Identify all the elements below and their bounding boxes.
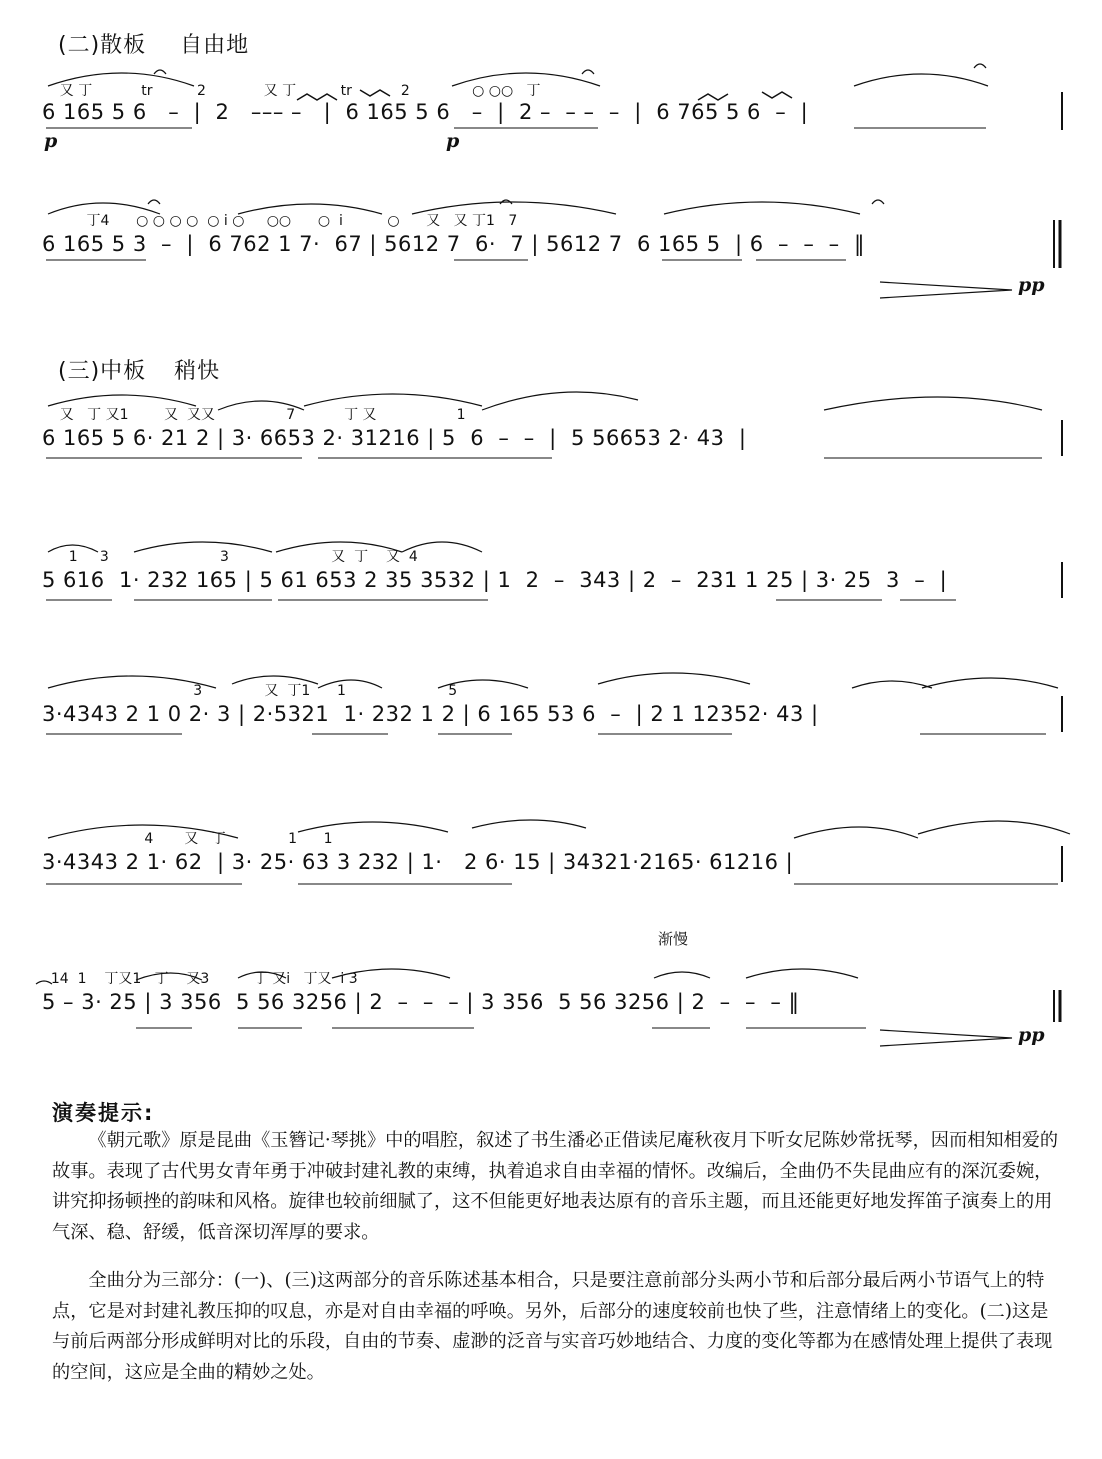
section-2-label: (二)散板	[58, 33, 147, 58]
tempo-change-label: 渐慢	[658, 930, 689, 948]
section-2-title	[58, 28, 249, 59]
dynamic-mark: p	[44, 130, 58, 152]
notation-line: 3·4343 2 1· 62 | 3· 25· 63 3 232 | 1· 2 6· 15 | 34321·2165· 61216 |	[42, 850, 794, 874]
ornament-marks: 14 1 丁又1 丁 又3 丁 又i 丁又 i 3	[42, 971, 358, 987]
score-system-2-1	[42, 60, 1072, 170]
score-system-3-1	[42, 386, 1072, 496]
score-system-3-2	[42, 528, 1072, 638]
dynamic-mark: pp	[1018, 274, 1045, 296]
ornament-marks: 又 丁 又1 又 又又 7 丁 又 1	[42, 407, 466, 423]
score-system-3-3	[42, 654, 1072, 764]
notation-line: 6 165 5 3 – | 6 762 1 7· 67 | 5612 7 6· 7 | 5612 7 6 165 5 | 6 – – – ‖	[42, 232, 866, 256]
section-3-title	[58, 354, 220, 385]
score-system-3-4	[42, 798, 1072, 908]
dynamic-mark: p	[446, 130, 460, 152]
notation-line: 6 165 5 6· 21 2 | 3· 6653 2· 31216 | 5 6 – – | 5 56653 2· 43 |	[42, 426, 747, 450]
ornament-marks: 丁4 ○ ○ ○ ○ ○ i ○ ○○ ○ i ○ 又 又 丁1 7	[42, 213, 518, 229]
notation-line: 6 165 5 6 – | 2 ––– – | 6 165 5 6 – | 2 – – – – | 6 765 5 6 – |	[42, 100, 809, 124]
section-3-label: (三)中板	[58, 359, 147, 384]
dynamic-mark: pp	[1018, 1024, 1045, 1046]
notation-line: 5 616 1· 232 165 | 5 61 653 2 35 3532 | 1 2 – 343 | 2 – 231 1 25 | 3· 25 3 – |	[42, 568, 948, 592]
notation-line: 5 – 3· 25 | 3 356 5 56 3256 | 2 – – – | 3 356 5 56 3256 | 2 – – – ‖	[42, 990, 800, 1014]
section-2-tempo: 自由地	[180, 33, 250, 58]
tips-title: 演奏提示:	[52, 1101, 155, 1125]
tips-paragraph: 《朝元歌》原是昆曲《玉簪记·琴挑》中的唱腔，叙述了书生潘必正借读尼庵秋夜月下听女尼陈妙常抚琴，因而相知相爱的故事。表现了古代男女青年勇于冲破封建礼教的束缚，执着追求自由幸福的情怀。改编后，全曲仍不失昆曲应有的深沉委婉，讲究抑扬顿挫的韵味和风格。旋律也较前细腻了，这不但能更好地表达原有的音乐主题，而且还能更好地发挥笛子演奏上的用气深、稳、舒缓，低音深切浑厚的要求。	[52, 1130, 1059, 1243]
tips-paragraph: 全曲分为三部分：(一)、(三)这两部分的音乐陈述基本相合，只是要注意前部分头两小节和后部分最后两小节语气上的特点，它是对封建礼教压抑的叹息，亦是对自由幸福的呼唤。另外，后部分的速度较前也快了些，注意情绪上的变化。(二)这是与前后两部分形成鲜明对比的乐段，自由的节奏、虚渺的泛音与实音巧妙地结合、力度的变化等都为在感情处理上提供了表现的空间，这应是全曲的精妙之处。	[52, 1270, 1053, 1383]
score-system-3-5	[42, 928, 1072, 1046]
ornament-marks: 又 丁 tr 2 又 丁 tr 2 ○ ○○ 丁	[42, 83, 541, 99]
ornament-marks: 4 又 丁 1 1	[42, 831, 333, 847]
notation-line: 3·4343 2 1 0 2· 3 | 2·5321 1· 232 1 2 | 6 165 53 6 – | 2 1 12352· 43 |	[42, 702, 819, 726]
score-system-2-2	[42, 190, 1072, 300]
ornament-marks: 3 又 丁1 1 5	[42, 683, 458, 699]
ornament-marks: 1 3 3 又 丁 又 4	[42, 549, 418, 565]
section-3-tempo: 稍快	[174, 359, 221, 384]
